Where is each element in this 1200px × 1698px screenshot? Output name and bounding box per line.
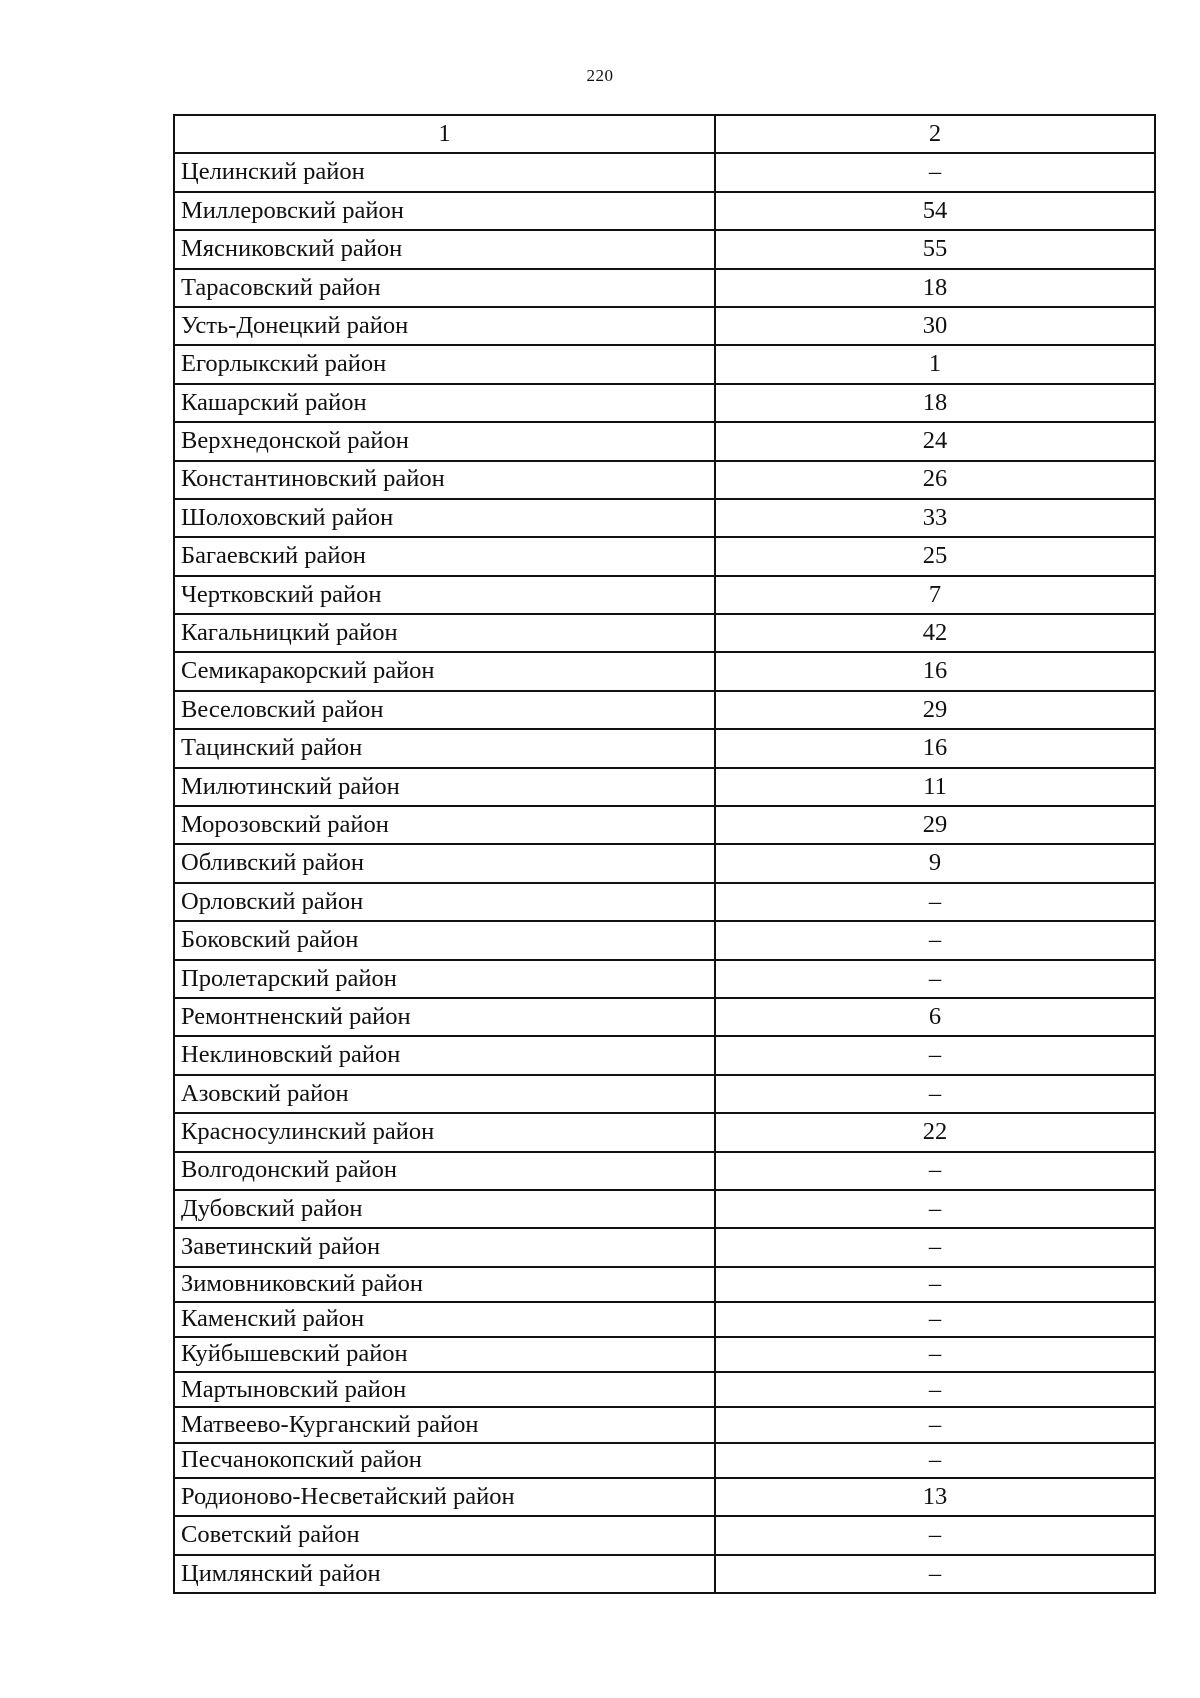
district-name-cell: Заветинский район [174,1228,715,1266]
district-value-cell: – [715,921,1155,959]
district-name-cell: Советский район [174,1516,715,1554]
district-name-cell: Миллеровский район [174,192,715,230]
district-value-cell: 30 [715,307,1155,345]
district-value-cell: 24 [715,422,1155,460]
table-row [174,499,1155,537]
district-name-cell: Тарасовский район [174,269,715,307]
table-row [174,883,1155,921]
table-row [174,844,1155,882]
district-name-cell: Родионово-Несветайский район [174,1478,715,1516]
table-row [174,192,1155,230]
district-value-cell: – [715,1372,1155,1407]
district-value-cell: – [715,1228,1155,1266]
district-value-cell: – [715,1152,1155,1190]
district-name-cell: Целинский район [174,153,715,191]
district-table [173,114,1156,1594]
district-value-cell: – [715,1407,1155,1442]
district-name-cell: Верхнедонской район [174,422,715,460]
district-value-cell: 33 [715,499,1155,537]
table-row [174,384,1155,422]
district-value-cell: – [715,883,1155,921]
district-name-cell: Семикаракорский район [174,652,715,690]
district-name-cell: Куйбышевский район [174,1337,715,1372]
table-row [174,230,1155,268]
district-value-cell: 22 [715,1113,1155,1151]
district-value-cell: – [715,153,1155,191]
district-value-cell: 13 [715,1478,1155,1516]
column-header-1: 1 [174,115,715,153]
table-row [174,461,1155,499]
table-row [174,1113,1155,1151]
district-value-cell: 6 [715,998,1155,1036]
district-value-cell: 54 [715,192,1155,230]
table-row [174,691,1155,729]
district-name-cell: Дубовский район [174,1190,715,1228]
table-row [174,1407,1155,1442]
district-name-cell: Красносулинский район [174,1113,715,1151]
district-name-cell: Мартыновский район [174,1372,715,1407]
district-value-cell: – [715,1267,1155,1302]
district-value-cell: 16 [715,652,1155,690]
district-name-cell: Каменский район [174,1302,715,1337]
header-row [174,115,1155,153]
district-name-cell: Пролетарский район [174,960,715,998]
district-name-cell: Константиновский район [174,461,715,499]
table-row [174,1190,1155,1228]
district-value-cell: – [715,1190,1155,1228]
district-value-cell: – [715,1555,1155,1593]
district-value-cell: 9 [715,844,1155,882]
district-name-cell: Зимовниковский район [174,1267,715,1302]
column-header-2: 2 [715,115,1155,153]
table-row [174,1516,1155,1554]
district-value-cell: 11 [715,768,1155,806]
table-row [174,729,1155,767]
district-value-cell: – [715,1516,1155,1554]
district-name-cell: Мясниковский район [174,230,715,268]
district-value-cell: – [715,1036,1155,1074]
district-value-cell: 18 [715,269,1155,307]
district-value-cell: 29 [715,806,1155,844]
district-name-cell: Усть-Донецкий район [174,307,715,345]
table-row [174,768,1155,806]
table-row [174,960,1155,998]
district-name-cell: Орловский район [174,883,715,921]
district-name-cell: Егорлыкский район [174,345,715,383]
table-row [174,1443,1155,1478]
district-value-cell: 7 [715,576,1155,614]
table-row [174,1372,1155,1407]
table-body [174,115,1155,1593]
district-name-cell: Ремонтненский район [174,998,715,1036]
table-row [174,1036,1155,1074]
district-name-cell: Азовский район [174,1075,715,1113]
district-name-cell: Боковский район [174,921,715,959]
district-name-cell: Обливский район [174,844,715,882]
table-row [174,998,1155,1036]
table-row [174,614,1155,652]
table-row [174,1302,1155,1337]
district-name-cell: Тацинский район [174,729,715,767]
table-row [174,806,1155,844]
table-row [174,1337,1155,1372]
district-value-cell: 42 [715,614,1155,652]
table-row [174,652,1155,690]
table-row [174,921,1155,959]
district-name-cell: Кашарский район [174,384,715,422]
district-name-cell: Песчанокопский район [174,1443,715,1478]
district-value-cell: – [715,1337,1155,1372]
district-name-cell: Матвеево-Курганский район [174,1407,715,1442]
table-row [174,1555,1155,1593]
table-row [174,1267,1155,1302]
district-name-cell: Милютинский район [174,768,715,806]
district-value-cell: 26 [715,461,1155,499]
table-row [174,537,1155,575]
district-value-cell: 29 [715,691,1155,729]
table-row [174,1478,1155,1516]
district-value-cell: 16 [715,729,1155,767]
table-row [174,1075,1155,1113]
district-name-cell: Веселовский район [174,691,715,729]
district-value-cell: 55 [715,230,1155,268]
table-row [174,1152,1155,1190]
page-number: 220 [586,66,614,85]
district-name-cell: Волгодонский район [174,1152,715,1190]
district-value-cell: – [715,1302,1155,1337]
district-name-cell: Неклиновский район [174,1036,715,1074]
district-name-cell: Цимлянский район [174,1555,715,1593]
table-row [174,345,1155,383]
district-value-cell: – [715,1075,1155,1113]
table-row [174,1228,1155,1266]
district-name-cell: Кагальницкий район [174,614,715,652]
district-value-cell: 1 [715,345,1155,383]
table-row [174,269,1155,307]
district-name-cell: Морозовский район [174,806,715,844]
district-value-cell: 18 [715,384,1155,422]
district-value-cell: 25 [715,537,1155,575]
district-name-cell: Шолоховский район [174,499,715,537]
table-row [174,307,1155,345]
district-name-cell: Багаевский район [174,537,715,575]
table-row [174,153,1155,191]
district-name-cell: Чертковский район [174,576,715,614]
table-row [174,422,1155,460]
table-row [174,576,1155,614]
district-value-cell: – [715,1443,1155,1478]
district-value-cell: – [715,960,1155,998]
